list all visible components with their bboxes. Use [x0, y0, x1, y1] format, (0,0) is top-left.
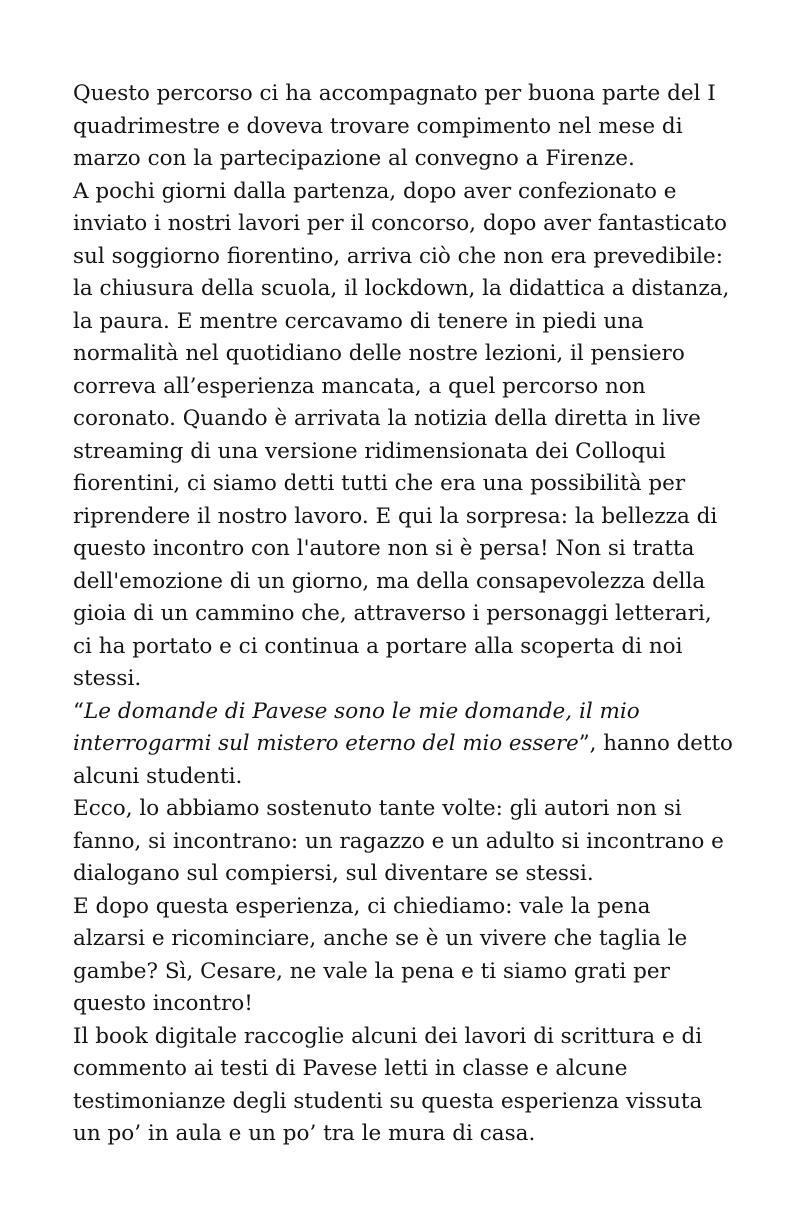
text-line: inviato i nostri lavori per il concorso, dopo aver fantasticato [73, 211, 727, 236]
quote-italic-text: Le domande di Pavese sono le mie domande, il mio [84, 698, 640, 724]
text-line: riprendere il nostro lavoro. E qui la sorpresa: la bellezza di [73, 503, 718, 529]
text-line: coronato. Quando è arrivata la notizia della diretta in live [73, 406, 701, 431]
text-line: commento ai testi di Pavese letti in classe e alcune [73, 1056, 628, 1081]
text-line: dell'emozione di un giorno, ma della consapevolezza della [73, 568, 706, 594]
text-line: la chiusura della scuola, il lockdown, la didattica a distanza, [73, 276, 730, 301]
text-line: stessi. [73, 666, 142, 691]
text-line: normalità nel quotidiano delle nostre lezioni, il pensiero [73, 341, 685, 366]
text-line: testimonianze degli studenti su questa esperienza vissuta [73, 1088, 703, 1114]
text-line: Il book digitale raccoglie alcuni dei lavori di scrittura e di [73, 1023, 703, 1049]
text-line: questo incontro con l'autore non si è persa! Non si tratta [73, 536, 695, 561]
quote-open-mark: “ [73, 698, 84, 724]
text-line: dialogano sul compiersi, sul diventare se stessi. [73, 861, 594, 886]
text-line: quadrimestre e doveva trovare compimento nel mese di [73, 113, 683, 139]
text-line: ci ha portato e ci continua a portare alla scoperta di noi [73, 633, 683, 659]
text-line: sul soggiorno fiorentino, arriva ciò che non era prevedibile: [73, 243, 723, 269]
text-line: Ecco, lo abbiamo sostenuto tante volte: gli autori non si [73, 796, 682, 821]
text-line: fanno, si incontrano: un ragazzo e un adulto si incontrano e [73, 828, 724, 854]
text-line: la paura. E mentre cercavamo di tenere in piedi una [73, 308, 644, 334]
text-line: marzo con la partecipazione al convegno a Firenze. [73, 146, 635, 171]
text-line: E dopo questa esperienza, ci chiediamo: vale la pena [73, 893, 651, 919]
quote-attribution-tail: , hanno detto [589, 731, 733, 756]
text-line: Questo percorso ci ha accompagnato per buona parte del I [73, 81, 716, 106]
text-line: streaming di una versione ridimensionata dei Colloqui [73, 438, 666, 464]
quote-line-2 [73, 728, 733, 761]
text-line: fiorentini, ci siamo detti tutti che era una possibilità per [73, 471, 686, 496]
text-line: gioia di un cammino che, attraverso i personaggi letterari, [73, 601, 712, 626]
quote-line-1 [73, 696, 733, 729]
text-line: alzarsi e ricominciare, anche se è un vivere che taglia le [73, 926, 688, 951]
document-page [73, 78, 733, 1151]
text-line: A pochi giorni dalla partenza, dopo aver confezionato e [73, 178, 677, 204]
quote-italic-text: interrogarmi sul mistero eterno del mio essere [73, 731, 579, 756]
text-line: correva all’esperienza mancata, a quel percorso non [73, 373, 646, 399]
text-line: questo incontro! [73, 991, 253, 1016]
quote-close-mark: ” [578, 731, 590, 756]
text-line: un po’ in aula e un po’ tra le mura di casa. [73, 1121, 536, 1146]
quote-attribution: alcuni studenti. [73, 763, 243, 789]
text-line: gambe? Sì, Cesare, ne vale la pena e ti siamo grati per [73, 958, 670, 984]
